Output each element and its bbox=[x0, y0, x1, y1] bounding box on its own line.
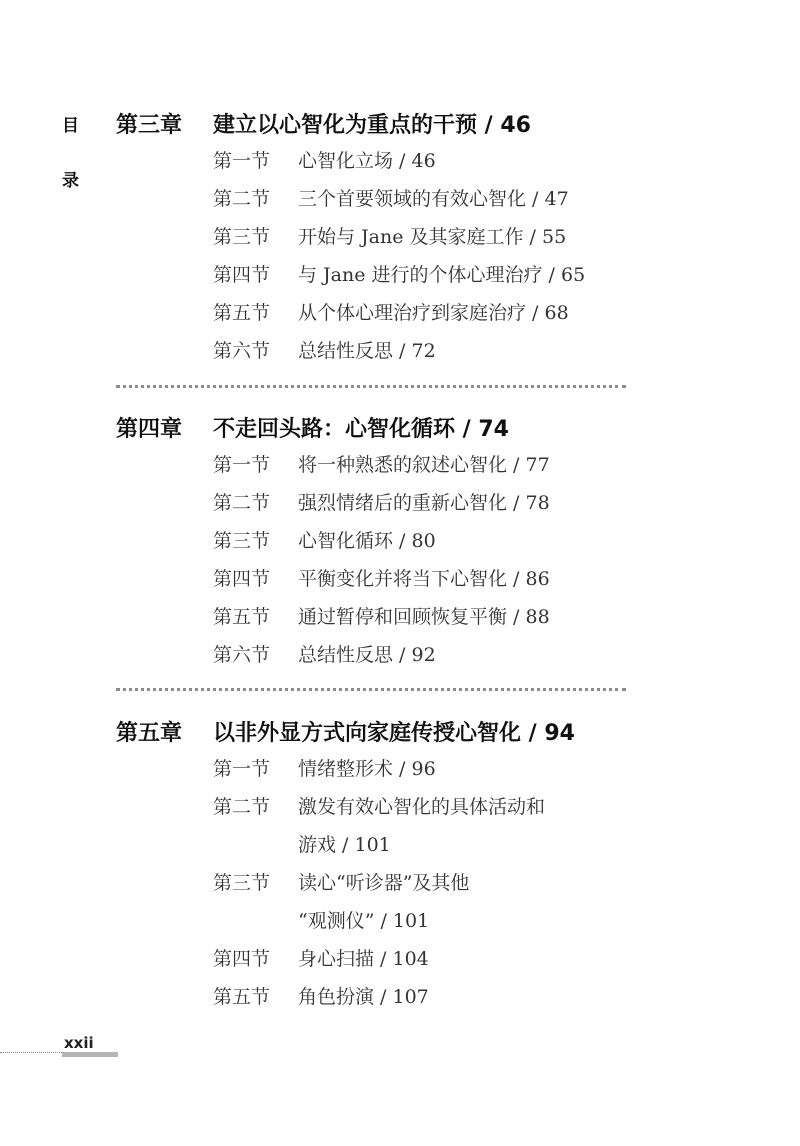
chapter-title: 不走回头路：心智化循环 / 74 bbox=[213, 417, 509, 442]
toc-entry bbox=[213, 564, 550, 591]
chapter-heading bbox=[116, 412, 509, 443]
section-title: 三个首要领域的有效心智化 / 47 bbox=[298, 188, 569, 210]
section-number: 第一节 bbox=[213, 454, 271, 476]
chapter-number: 第三章 bbox=[116, 113, 183, 138]
section-number: 第四节 bbox=[213, 948, 271, 970]
toc-entry bbox=[213, 526, 436, 553]
toc-entry bbox=[213, 146, 436, 173]
section-title: 身心扫描 / 104 bbox=[298, 948, 429, 970]
page-number: xxii bbox=[64, 1034, 94, 1052]
section-title: 角色扮演 / 107 bbox=[298, 986, 429, 1008]
dotted-divider bbox=[116, 688, 626, 691]
section-title: 开始与 Jane 及其家庭工作 / 55 bbox=[298, 226, 567, 248]
toc-entry bbox=[213, 488, 550, 515]
section-title: 读心“听诊器”及其他 bbox=[298, 872, 470, 894]
section-title-continuation: 游戏 / 101 bbox=[298, 834, 391, 856]
chapter-heading bbox=[116, 108, 531, 139]
section-number: 第四节 bbox=[213, 264, 271, 286]
section-number: 第三节 bbox=[213, 530, 271, 552]
section-title: 激发有效心智化的具体活动和 bbox=[298, 796, 546, 818]
dotted-divider bbox=[116, 385, 626, 388]
toc-entry bbox=[213, 868, 469, 895]
section-title: 通过暂停和回顾恢复平衡 / 88 bbox=[298, 606, 550, 628]
section-title: 与 Jane 进行的个体心理治疗 / 65 bbox=[298, 264, 586, 286]
toc-entry bbox=[213, 222, 566, 249]
chapter-number: 第五章 bbox=[116, 721, 183, 746]
chapter-title: 建立以心智化为重点的干预 / 46 bbox=[213, 113, 531, 138]
section-number: 第五节 bbox=[213, 986, 271, 1008]
toc-entry bbox=[213, 640, 436, 667]
section-number: 第一节 bbox=[213, 150, 271, 172]
toc-entry bbox=[213, 792, 545, 819]
chapter-heading bbox=[116, 716, 575, 747]
section-number: 第二节 bbox=[213, 492, 271, 514]
chapter-number: 第四章 bbox=[116, 417, 183, 442]
section-title: 心智化立场 / 46 bbox=[298, 150, 436, 172]
toc-entry bbox=[213, 754, 436, 781]
toc-entry bbox=[213, 184, 569, 211]
toc-entry bbox=[213, 602, 550, 629]
footer-bar bbox=[62, 1052, 118, 1057]
toc-entry bbox=[213, 450, 550, 477]
section-title: 情绪整形术 / 96 bbox=[298, 758, 436, 780]
toc-entry bbox=[213, 298, 569, 325]
section-number: 第二节 bbox=[213, 188, 271, 210]
section-number: 第二节 bbox=[213, 796, 271, 818]
section-number: 第三节 bbox=[213, 872, 271, 894]
section-title: 将一种熟悉的叙述心智化 / 77 bbox=[298, 454, 550, 476]
chapter-title: 以非外显方式向家庭传授心智化 / 94 bbox=[213, 721, 575, 746]
section-title: 强烈情绪后的重新心智化 / 78 bbox=[298, 492, 550, 514]
section-number: 第四节 bbox=[213, 568, 271, 590]
section-number: 第五节 bbox=[213, 606, 271, 628]
section-title: 总结性反思 / 92 bbox=[298, 644, 436, 666]
toc-entry bbox=[213, 982, 429, 1009]
toc-entry bbox=[213, 336, 436, 363]
toc-label-char-2: 录 bbox=[62, 171, 79, 191]
section-number: 第一节 bbox=[213, 758, 271, 780]
section-number: 第六节 bbox=[213, 644, 271, 666]
section-title-continuation: “观测仪” / 101 bbox=[298, 910, 430, 932]
toc-label-char-1: 目 bbox=[62, 116, 79, 136]
toc-entry bbox=[213, 944, 429, 971]
section-title: 平衡变化并将当下心智化 / 86 bbox=[298, 568, 550, 590]
section-number: 第五节 bbox=[213, 302, 271, 324]
toc-entry bbox=[213, 260, 585, 287]
section-title: 总结性反思 / 72 bbox=[298, 340, 436, 362]
section-number: 第三节 bbox=[213, 226, 271, 248]
section-title: 从个体心理治疗到家庭治疗 / 68 bbox=[298, 302, 569, 324]
section-number: 第六节 bbox=[213, 340, 271, 362]
section-title: 心智化循环 / 80 bbox=[298, 530, 436, 552]
